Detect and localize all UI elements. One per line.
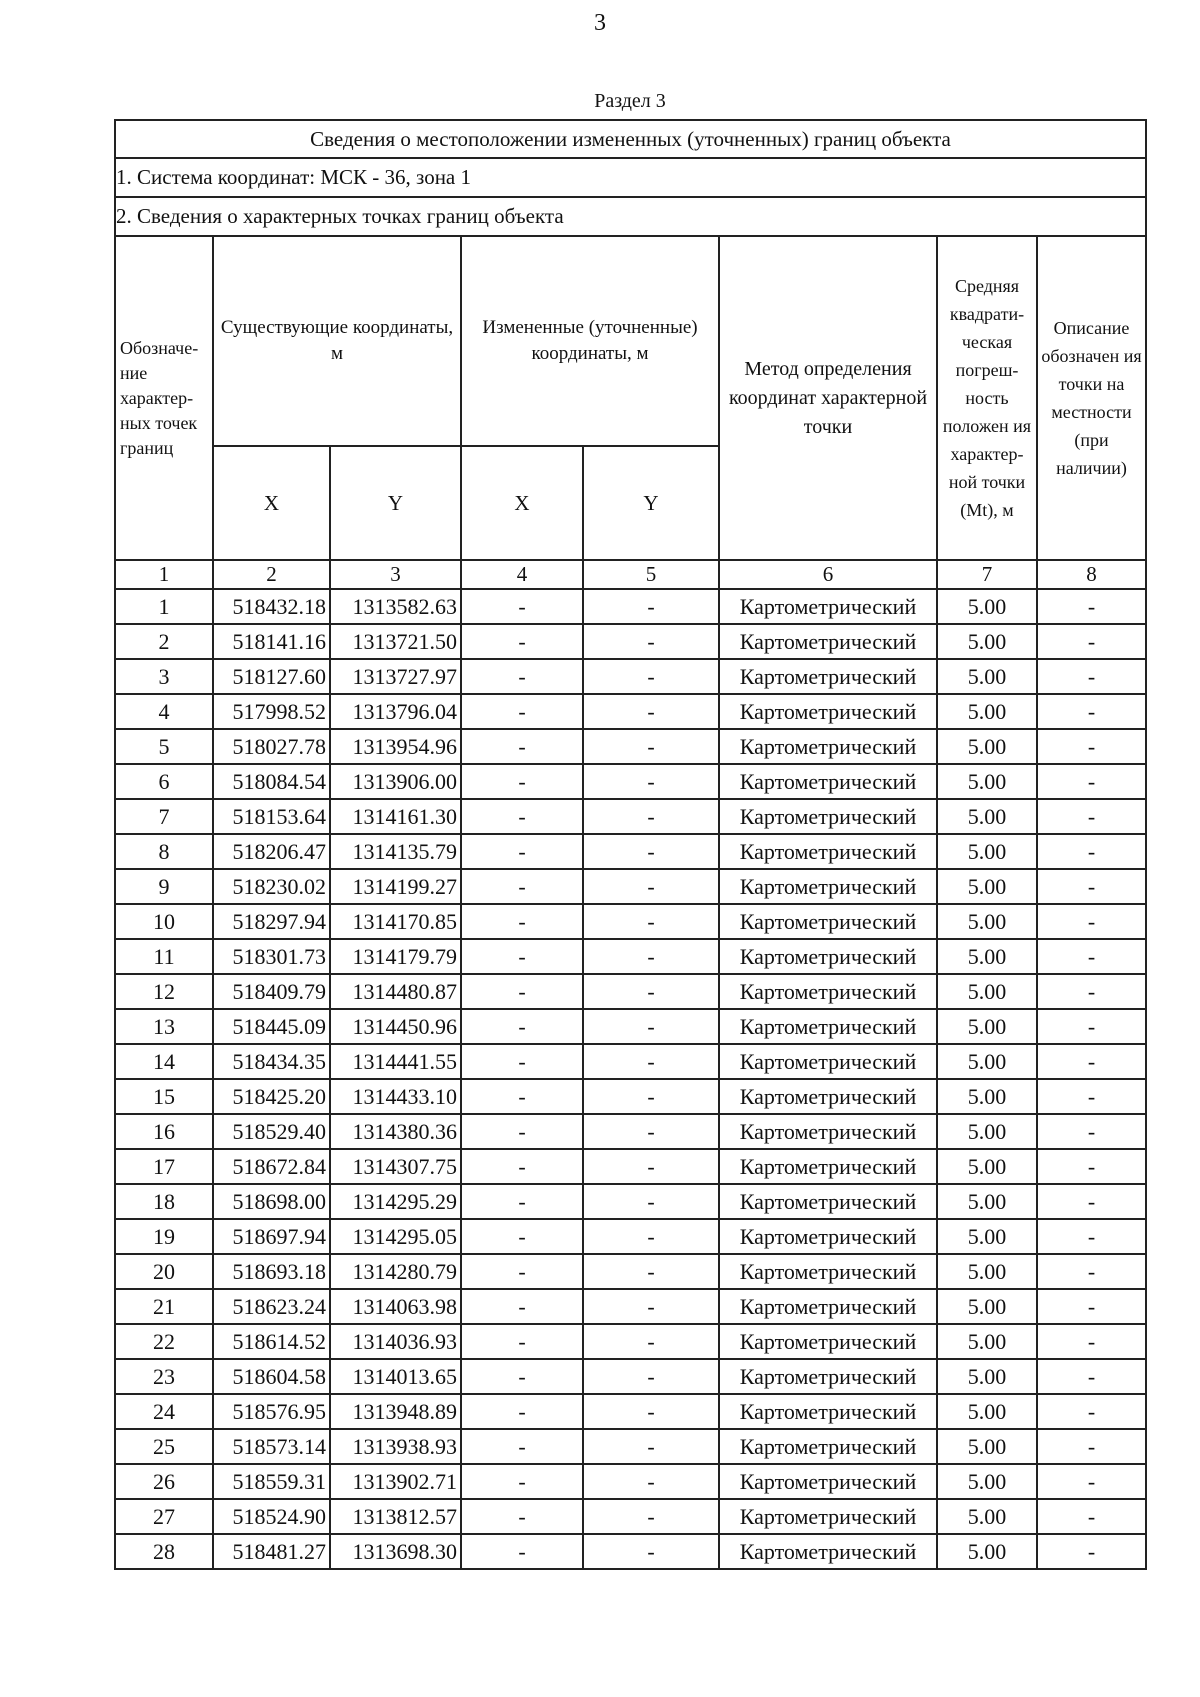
changed-x-cell: - xyxy=(461,1289,583,1324)
error-cell: 5.00 xyxy=(937,659,1037,694)
changed-x-cell: - xyxy=(461,1534,583,1569)
description-cell: - xyxy=(1037,1114,1146,1149)
error-cell: 5.00 xyxy=(937,1394,1037,1429)
existing-x-cell: 518153.64 xyxy=(213,799,330,834)
existing-y-cell: 1314307.75 xyxy=(330,1149,461,1184)
changed-x-cell: - xyxy=(461,1324,583,1359)
error-cell: 5.00 xyxy=(937,1289,1037,1324)
description-cell: - xyxy=(1037,1254,1146,1289)
error-cell: 5.00 xyxy=(937,834,1037,869)
method-cell: Картометрический xyxy=(719,1324,937,1359)
point-number-cell: 10 xyxy=(115,904,213,939)
description-cell: - xyxy=(1037,869,1146,904)
point-number-cell: 21 xyxy=(115,1289,213,1324)
error-cell: 5.00 xyxy=(937,764,1037,799)
description-cell: - xyxy=(1037,694,1146,729)
changed-x-cell: - xyxy=(461,764,583,799)
method-cell: Картометрический xyxy=(719,939,937,974)
changed-x-cell: - xyxy=(461,659,583,694)
changed-x-cell: - xyxy=(461,1499,583,1534)
existing-x-cell: 518693.18 xyxy=(213,1254,330,1289)
changed-y-cell: - xyxy=(583,589,719,624)
existing-x-cell: 518559.31 xyxy=(213,1464,330,1499)
column-number: 3 xyxy=(330,560,461,589)
existing-y-cell: 1313698.30 xyxy=(330,1534,461,1569)
existing-x-cell: 518127.60 xyxy=(213,659,330,694)
existing-y-cell: 1314441.55 xyxy=(330,1044,461,1079)
method-cell: Картометрический xyxy=(719,1289,937,1324)
existing-y-cell: 1313938.93 xyxy=(330,1429,461,1464)
point-number-cell: 11 xyxy=(115,939,213,974)
changed-x-cell: - xyxy=(461,1149,583,1184)
changed-y-cell: - xyxy=(583,659,719,694)
existing-x-cell: 518529.40 xyxy=(213,1114,330,1149)
existing-y-cell: 1313721.50 xyxy=(330,624,461,659)
existing-x-cell: 518445.09 xyxy=(213,1009,330,1044)
page-number: 3 xyxy=(594,10,606,36)
changed-y-cell: - xyxy=(583,1009,719,1044)
error-cell: 5.00 xyxy=(937,729,1037,764)
error-cell: 5.00 xyxy=(937,1009,1037,1044)
error-cell: 5.00 xyxy=(937,1149,1037,1184)
method-cell: Картометрический xyxy=(719,624,937,659)
changed-y-cell: - xyxy=(583,729,719,764)
changed-x-cell: - xyxy=(461,729,583,764)
description-cell: - xyxy=(1037,834,1146,869)
existing-y-cell: 1314480.87 xyxy=(330,974,461,1009)
existing-x-cell: 518434.35 xyxy=(213,1044,330,1079)
table-row xyxy=(115,939,1146,974)
changed-x-cell: - xyxy=(461,869,583,904)
changed-x-cell: - xyxy=(461,904,583,939)
header-changed-y: Y xyxy=(583,446,719,560)
existing-x-cell: 518573.14 xyxy=(213,1429,330,1464)
existing-x-cell: 518672.84 xyxy=(213,1149,330,1184)
table-row xyxy=(115,729,1146,764)
changed-y-cell: - xyxy=(583,904,719,939)
header-changed-coords: Измененные (уточненные) координаты, м xyxy=(461,236,719,446)
existing-x-cell: 518297.94 xyxy=(213,904,330,939)
existing-x-cell: 518697.94 xyxy=(213,1219,330,1254)
method-cell: Картометрический xyxy=(719,1464,937,1499)
method-cell: Картометрический xyxy=(719,1184,937,1219)
changed-y-cell: - xyxy=(583,1079,719,1114)
method-cell: Картометрический xyxy=(719,1079,937,1114)
changed-x-cell: - xyxy=(461,834,583,869)
error-cell: 5.00 xyxy=(937,624,1037,659)
changed-x-cell: - xyxy=(461,1079,583,1114)
point-number-cell: 22 xyxy=(115,1324,213,1359)
error-cell: 5.00 xyxy=(937,1184,1037,1219)
existing-y-cell: 1314295.05 xyxy=(330,1219,461,1254)
changed-y-cell: - xyxy=(583,1359,719,1394)
existing-y-cell: 1314199.27 xyxy=(330,869,461,904)
description-cell: - xyxy=(1037,1429,1146,1464)
error-cell: 5.00 xyxy=(937,974,1037,1009)
method-cell: Картометрический xyxy=(719,764,937,799)
changed-x-cell: - xyxy=(461,1254,583,1289)
points-caption: 2. Сведения о характерных точках границ объекта xyxy=(115,197,1146,236)
changed-x-cell: - xyxy=(461,1044,583,1079)
section-title: Раздел 3 xyxy=(594,90,666,112)
point-number-cell: 26 xyxy=(115,1464,213,1499)
error-cell: 5.00 xyxy=(937,1464,1037,1499)
description-cell: - xyxy=(1037,1219,1146,1254)
error-cell: 5.00 xyxy=(937,1499,1037,1534)
changed-x-cell: - xyxy=(461,1009,583,1044)
changed-x-cell: - xyxy=(461,799,583,834)
changed-y-cell: - xyxy=(583,834,719,869)
header-method: Метод определения координат характерной точки xyxy=(719,236,937,560)
changed-y-cell: - xyxy=(583,1464,719,1499)
error-cell: 5.00 xyxy=(937,1254,1037,1289)
point-number-cell: 7 xyxy=(115,799,213,834)
point-number-cell: 25 xyxy=(115,1429,213,1464)
table-row xyxy=(115,1079,1146,1114)
point-number-cell: 18 xyxy=(115,1184,213,1219)
column-number: 1 xyxy=(115,560,213,589)
method-cell: Картометрический xyxy=(719,904,937,939)
point-number-cell: 2 xyxy=(115,624,213,659)
changed-y-cell: - xyxy=(583,764,719,799)
existing-y-cell: 1314433.10 xyxy=(330,1079,461,1114)
changed-y-cell: - xyxy=(583,1044,719,1079)
table-row xyxy=(115,1464,1146,1499)
header-existing-coords: Существующие координаты, м xyxy=(213,236,461,446)
table-row xyxy=(115,1499,1146,1534)
point-number-cell: 4 xyxy=(115,694,213,729)
description-cell: - xyxy=(1037,1289,1146,1324)
description-cell: - xyxy=(1037,1079,1146,1114)
method-cell: Картометрический xyxy=(719,1359,937,1394)
method-cell: Картометрический xyxy=(719,1219,937,1254)
error-cell: 5.00 xyxy=(937,799,1037,834)
error-cell: 5.00 xyxy=(937,1429,1037,1464)
table-row xyxy=(115,1149,1146,1184)
table-row xyxy=(115,1359,1146,1394)
existing-x-cell: 518301.73 xyxy=(213,939,330,974)
description-cell: - xyxy=(1037,589,1146,624)
changed-x-cell: - xyxy=(461,1219,583,1254)
column-number: 8 xyxy=(1037,560,1146,589)
existing-y-cell: 1313796.04 xyxy=(330,694,461,729)
table-row xyxy=(115,1009,1146,1044)
column-numbers-row xyxy=(115,560,1146,589)
changed-y-cell: - xyxy=(583,1289,719,1324)
point-number-cell: 19 xyxy=(115,1219,213,1254)
changed-y-cell: - xyxy=(583,1429,719,1464)
method-cell: Картометрический xyxy=(719,1534,937,1569)
point-number-cell: 20 xyxy=(115,1254,213,1289)
existing-x-cell: 518409.79 xyxy=(213,974,330,1009)
error-cell: 5.00 xyxy=(937,694,1037,729)
header-error: Средняя квадрати- ческая погреш- ность положен ия характер- ной точки (Mt), м xyxy=(937,236,1037,560)
existing-x-cell: 518432.18 xyxy=(213,589,330,624)
existing-y-cell: 1314036.93 xyxy=(330,1324,461,1359)
existing-x-cell: 518230.02 xyxy=(213,869,330,904)
existing-y-cell: 1313906.00 xyxy=(330,764,461,799)
table-row xyxy=(115,1289,1146,1324)
column-number: 5 xyxy=(583,560,719,589)
error-cell: 5.00 xyxy=(937,904,1037,939)
description-cell: - xyxy=(1037,1534,1146,1569)
existing-x-cell: 518027.78 xyxy=(213,729,330,764)
table-row xyxy=(115,869,1146,904)
changed-y-cell: - xyxy=(583,1149,719,1184)
method-cell: Картометрический xyxy=(719,1114,937,1149)
point-number-cell: 15 xyxy=(115,1079,213,1114)
boundary-points-table xyxy=(114,119,1147,1570)
existing-x-cell: 518576.95 xyxy=(213,1394,330,1429)
changed-y-cell: - xyxy=(583,939,719,974)
existing-x-cell: 518604.58 xyxy=(213,1359,330,1394)
description-cell: - xyxy=(1037,1464,1146,1499)
existing-x-cell: 518141.16 xyxy=(213,624,330,659)
changed-y-cell: - xyxy=(583,1394,719,1429)
changed-y-cell: - xyxy=(583,869,719,904)
method-cell: Картометрический xyxy=(719,589,937,624)
description-cell: - xyxy=(1037,729,1146,764)
table-row xyxy=(115,589,1146,624)
existing-y-cell: 1314295.29 xyxy=(330,1184,461,1219)
table-row xyxy=(115,1114,1146,1149)
error-cell: 5.00 xyxy=(937,1114,1037,1149)
point-number-cell: 6 xyxy=(115,764,213,799)
changed-x-cell: - xyxy=(461,624,583,659)
changed-x-cell: - xyxy=(461,1114,583,1149)
point-number-cell: 23 xyxy=(115,1359,213,1394)
changed-y-cell: - xyxy=(583,1254,719,1289)
existing-y-cell: 1314280.79 xyxy=(330,1254,461,1289)
method-cell: Картометрический xyxy=(719,1499,937,1534)
changed-y-cell: - xyxy=(583,974,719,1009)
method-cell: Картометрический xyxy=(719,1044,937,1079)
table-row xyxy=(115,834,1146,869)
description-cell: - xyxy=(1037,1324,1146,1359)
method-cell: Картометрический xyxy=(719,694,937,729)
column-number: 6 xyxy=(719,560,937,589)
header-existing-y: Y xyxy=(330,446,461,560)
changed-y-cell: - xyxy=(583,1534,719,1569)
method-cell: Картометрический xyxy=(719,1149,937,1184)
description-cell: - xyxy=(1037,974,1146,1009)
changed-x-cell: - xyxy=(461,1464,583,1499)
changed-y-cell: - xyxy=(583,1324,719,1359)
changed-x-cell: - xyxy=(461,974,583,1009)
changed-x-cell: - xyxy=(461,1394,583,1429)
table-row xyxy=(115,1184,1146,1219)
point-number-cell: 8 xyxy=(115,834,213,869)
changed-y-cell: - xyxy=(583,1114,719,1149)
existing-x-cell: 518524.90 xyxy=(213,1499,330,1534)
table-row xyxy=(115,974,1146,1009)
table-title: Сведения о местоположении измененных (уточненных) границ объекта xyxy=(115,120,1146,158)
error-cell: 5.00 xyxy=(937,1044,1037,1079)
description-cell: - xyxy=(1037,939,1146,974)
method-cell: Картометрический xyxy=(719,834,937,869)
point-number-cell: 14 xyxy=(115,1044,213,1079)
header-existing-x: X xyxy=(213,446,330,560)
column-number: 7 xyxy=(937,560,1037,589)
point-number-cell: 24 xyxy=(115,1394,213,1429)
description-cell: - xyxy=(1037,904,1146,939)
existing-y-cell: 1313812.57 xyxy=(330,1499,461,1534)
existing-y-cell: 1314170.85 xyxy=(330,904,461,939)
table-row xyxy=(115,1254,1146,1289)
existing-y-cell: 1313582.63 xyxy=(330,589,461,624)
error-cell: 5.00 xyxy=(937,1534,1037,1569)
description-cell: - xyxy=(1037,1499,1146,1534)
description-cell: - xyxy=(1037,1009,1146,1044)
existing-x-cell: 518623.24 xyxy=(213,1289,330,1324)
description-cell: - xyxy=(1037,659,1146,694)
description-cell: - xyxy=(1037,1359,1146,1394)
existing-y-cell: 1314063.98 xyxy=(330,1289,461,1324)
method-cell: Картометрический xyxy=(719,1429,937,1464)
changed-x-cell: - xyxy=(461,939,583,974)
description-cell: - xyxy=(1037,624,1146,659)
changed-x-cell: - xyxy=(461,1359,583,1394)
method-cell: Картометрический xyxy=(719,1254,937,1289)
changed-y-cell: - xyxy=(583,624,719,659)
point-number-cell: 16 xyxy=(115,1114,213,1149)
point-number-cell: 28 xyxy=(115,1534,213,1569)
method-cell: Картометрический xyxy=(719,974,937,1009)
header-designation: Обозначе- ние характер- ных точек границ xyxy=(115,236,213,560)
method-cell: Картометрический xyxy=(719,659,937,694)
error-cell: 5.00 xyxy=(937,589,1037,624)
point-number-cell: 9 xyxy=(115,869,213,904)
existing-y-cell: 1314450.96 xyxy=(330,1009,461,1044)
error-cell: 5.00 xyxy=(937,939,1037,974)
header-description: Описание обозначен ия точки на местности (при наличии) xyxy=(1037,236,1146,560)
column-number: 4 xyxy=(461,560,583,589)
changed-x-cell: - xyxy=(461,1184,583,1219)
method-cell: Картометрический xyxy=(719,729,937,764)
existing-y-cell: 1313948.89 xyxy=(330,1394,461,1429)
method-cell: Картометрический xyxy=(719,1394,937,1429)
changed-y-cell: - xyxy=(583,1184,719,1219)
table-row xyxy=(115,1044,1146,1079)
table-row xyxy=(115,1429,1146,1464)
error-cell: 5.00 xyxy=(937,1324,1037,1359)
existing-y-cell: 1314135.79 xyxy=(330,834,461,869)
table-row xyxy=(115,799,1146,834)
error-cell: 5.00 xyxy=(937,869,1037,904)
description-cell: - xyxy=(1037,799,1146,834)
existing-y-cell: 1313727.97 xyxy=(330,659,461,694)
existing-x-cell: 518614.52 xyxy=(213,1324,330,1359)
method-cell: Картометрический xyxy=(719,1009,937,1044)
existing-x-cell: 518425.20 xyxy=(213,1079,330,1114)
description-cell: - xyxy=(1037,1149,1146,1184)
existing-y-cell: 1314179.79 xyxy=(330,939,461,974)
table-row xyxy=(115,1394,1146,1429)
changed-x-cell: - xyxy=(461,694,583,729)
header-changed-x: X xyxy=(461,446,583,560)
changed-x-cell: - xyxy=(461,589,583,624)
existing-y-cell: 1314380.36 xyxy=(330,1114,461,1149)
existing-x-cell: 518084.54 xyxy=(213,764,330,799)
description-cell: - xyxy=(1037,1044,1146,1079)
table-row xyxy=(115,659,1146,694)
point-number-cell: 1 xyxy=(115,589,213,624)
existing-y-cell: 1313954.96 xyxy=(330,729,461,764)
changed-y-cell: - xyxy=(583,1499,719,1534)
column-number: 2 xyxy=(213,560,330,589)
method-cell: Картометрический xyxy=(719,799,937,834)
coordinate-system: 1. Система координат: МСК - 36, зона 1 xyxy=(115,158,1146,197)
description-cell: - xyxy=(1037,1394,1146,1429)
error-cell: 5.00 xyxy=(937,1219,1037,1254)
error-cell: 5.00 xyxy=(937,1079,1037,1114)
description-cell: - xyxy=(1037,1184,1146,1219)
changed-x-cell: - xyxy=(461,1429,583,1464)
existing-y-cell: 1314161.30 xyxy=(330,799,461,834)
table-row xyxy=(115,1534,1146,1569)
existing-x-cell: 517998.52 xyxy=(213,694,330,729)
table-row xyxy=(115,904,1146,939)
description-cell: - xyxy=(1037,764,1146,799)
existing-x-cell: 518481.27 xyxy=(213,1534,330,1569)
point-number-cell: 13 xyxy=(115,1009,213,1044)
existing-x-cell: 518698.00 xyxy=(213,1184,330,1219)
existing-y-cell: 1313902.71 xyxy=(330,1464,461,1499)
changed-y-cell: - xyxy=(583,694,719,729)
point-number-cell: 27 xyxy=(115,1499,213,1534)
existing-y-cell: 1314013.65 xyxy=(330,1359,461,1394)
method-cell: Картометрический xyxy=(719,869,937,904)
table-row xyxy=(115,1324,1146,1359)
error-cell: 5.00 xyxy=(937,1359,1037,1394)
point-number-cell: 12 xyxy=(115,974,213,1009)
point-number-cell: 5 xyxy=(115,729,213,764)
table-body xyxy=(115,120,1146,1569)
table-row xyxy=(115,624,1146,659)
point-number-cell: 17 xyxy=(115,1149,213,1184)
table-row xyxy=(115,694,1146,729)
point-number-cell: 3 xyxy=(115,659,213,694)
existing-x-cell: 518206.47 xyxy=(213,834,330,869)
changed-y-cell: - xyxy=(583,799,719,834)
table-row xyxy=(115,1219,1146,1254)
changed-y-cell: - xyxy=(583,1219,719,1254)
table-row xyxy=(115,764,1146,799)
